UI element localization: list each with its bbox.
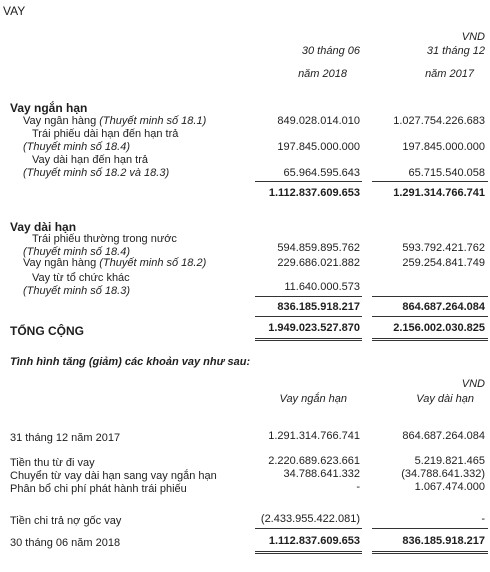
long-row1-v2: 593.792.421.762 [402,242,485,254]
movement-row2-label: Tiền thu từ đi vay [10,457,95,469]
long-subtotal-rule-col1 [255,296,362,297]
movement-double-rule-col1-b [255,553,362,554]
long-row1-v1: 594.859.895.762 [277,242,360,254]
movement-currency: VND [461,378,485,390]
grand-double-rule-col2-a [372,338,488,339]
short-total-v1: 1.112.837.609.653 [268,187,360,199]
short-row1-label-text: Vay ngân hàng [23,115,100,127]
grand-total-v2: 2.156.002.030.825 [393,322,485,334]
movement-row6-v2: 836.185.918.217 [402,535,485,547]
long-row3-label: Vay từ tổ chức khác [32,272,130,284]
grand-double-rule-col1-a [255,338,362,339]
short-subtotal-rule-col1 [255,181,362,182]
movement-row3-v1: 34.788.641.332 [283,468,360,480]
short-row1-label [23,115,206,127]
movement-row4-v2: 1.067.474.000 [414,481,485,493]
short-subtotal-rule-col2 [372,181,488,182]
movement-title: Tình hình tăng (giảm) các khoản vay như sau: [10,356,251,368]
long-subtotal-rule-col2 [372,296,488,297]
short-row2-note: (Thuyết minh số 18.4) [23,141,130,153]
long-row2-label-text: Vay ngân hàng [23,257,100,269]
grand-rule-col2 [372,316,488,317]
movement-row5-v1: (2.433.955.422.081) [260,513,360,525]
long-term-title: Vay dài hạn [10,220,77,234]
short-row3-label: Vay dài hạn đến hạn trả [32,154,148,166]
movement-rule-col2 [372,528,488,529]
long-row1-label: Trái phiếu thường trong nước [32,233,177,245]
short-row3-v2: 65.715.540.058 [408,167,485,179]
long-row3-note: (Thuyết minh số 18.3) [23,285,130,297]
movement-double-rule-col2-a [372,551,488,552]
short-row3-note: (Thuyết minh số 18.2 và 18.3) [23,167,170,179]
movement-row1-label: 31 tháng 12 năm 2017 [10,432,121,444]
long-row2-v1: 229.686.021.882 [277,257,360,269]
grand-double-rule-col1-b [255,340,362,341]
movement-col2-header: Vay dài hạn [416,393,474,405]
movement-row6-v1: 1.112.837.609.653 [268,535,360,547]
movement-double-rule-col1-a [255,551,362,552]
col1-header-line2: năm 2018 [298,68,347,80]
movement-row5-v2: - [481,513,485,525]
movement-col1-header: Vay ngắn hạn [279,393,347,405]
movement-row1-v2: 864.687.264.084 [402,430,485,442]
movement-row6-label: 30 tháng 06 năm 2018 [10,537,121,549]
movement-row3-label: Chuyển từ vay dài hạn sang vay ngắn hạn [10,470,217,482]
short-term-title: Vay ngắn hạn [10,101,88,115]
long-row1-note: (Thuyết minh số 18.4) [23,246,130,258]
movement-row4-v1: - [356,481,360,493]
long-row3-v1: 11.640.000.573 [284,281,360,293]
short-row2-v2: 197.845.000.000 [402,141,485,153]
section-title: VAY [3,4,26,18]
col1-header-line1: 30 tháng 06 [301,45,360,57]
short-row1-note: (Thuyết minh số 18.1) [99,115,207,127]
col2-header-line1: 31 tháng 12 [426,45,485,57]
grand-total-v1: 1.949.023.527.870 [268,322,360,334]
movement-row4-label: Phân bổ chi phí phát hành trái phiếu [10,483,187,495]
col2-header-line2: năm 2017 [425,68,474,80]
short-row1-v2: 1.027.754.226.683 [393,115,485,127]
short-row3-v1: 65.964.595.643 [283,167,360,179]
movement-row3-v2: (34.788.641.332) [401,468,485,480]
movement-row5-label: Tiền chi trả nợ gốc vay [10,515,122,527]
grand-rule-col1 [255,316,362,317]
movement-row1-v1: 1.291.314.766.741 [268,430,360,442]
movement-rule-col1 [255,528,362,529]
long-total-v1: 836.185.918.217 [277,301,360,313]
movement-row2-v1: 2.220.689.623.661 [268,455,360,467]
currency-label: VND [461,31,485,43]
short-row2-v1: 197.845.000.000 [277,141,360,153]
movement-row2-v2: 5.219.821.465 [414,455,485,467]
long-row2-label [23,257,206,269]
long-total-v2: 864.687.264.084 [402,301,485,313]
short-total-v2: 1.291.314.766.741 [393,187,485,199]
long-row2-note: (Thuyết minh số 18.2) [99,257,207,269]
grand-double-rule-col2-b [372,340,488,341]
short-row2-label: Trái phiếu dài hạn đến hạn trả [32,128,179,140]
movement-double-rule-col2-b [372,553,488,554]
grand-total-label: TỔNG CỘNG [10,324,84,338]
long-row2-v2: 259.254.841.749 [402,257,485,269]
short-row1-v1: 849.028.014.010 [277,115,360,127]
